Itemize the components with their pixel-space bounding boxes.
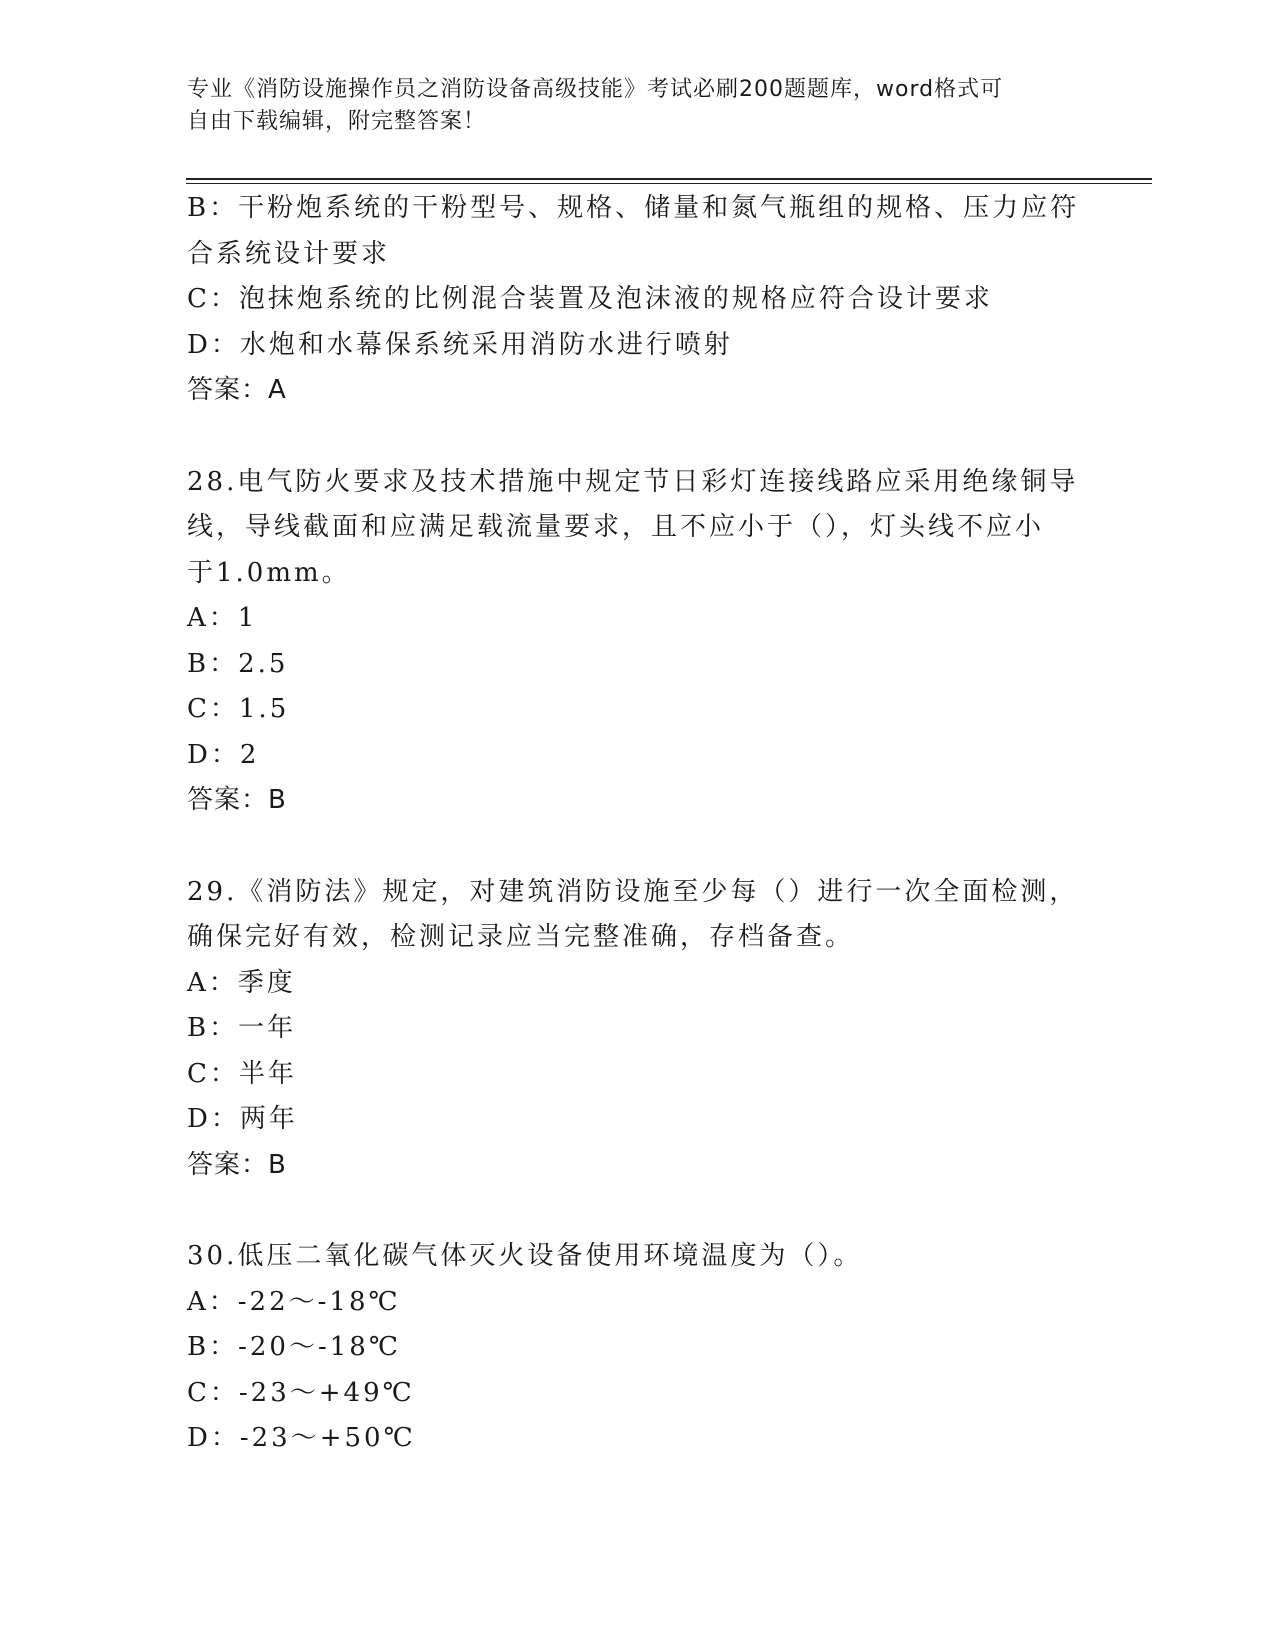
option-d: D：-23～+50℃ (187, 1423, 416, 1453)
document-header (187, 74, 1067, 138)
answer: 答案：B (187, 785, 287, 815)
spacer (187, 1188, 1087, 1234)
option-a: A：1 (187, 603, 258, 633)
question-stem-line: 29.《消防法》规定，对建筑消防设施至少每（）进行一次全面检测， (187, 876, 1079, 907)
option-d: D：两年 (187, 1104, 298, 1134)
option-a: A：季度 (187, 967, 296, 998)
header-line-2: 自由下载编辑，附完整答案！ (187, 109, 487, 134)
header-divider-thin (186, 183, 1152, 184)
option-c: C：1.5 (187, 694, 290, 724)
answer: 答案：B (187, 1149, 287, 1180)
spacer (187, 414, 1087, 460)
option-d: D：2 (187, 739, 260, 770)
header-divider-thick (186, 178, 1152, 180)
question-28 (187, 460, 1087, 824)
question-stem-line: 线，导线截面和应满足载流量要求，且不应小于（），灯头线不应小 (187, 512, 1045, 542)
option-b-line-1: B：干粉炮系统的干粉型号、规格、储量和氮气瓶组的规格、压力应符 (187, 193, 1080, 223)
question-27-fragment (187, 186, 1087, 414)
option-c: C：半年 (187, 1058, 297, 1089)
option-b: B：-20～-18℃ (187, 1332, 401, 1362)
option-d: D：水炮和水幕保系统采用消防水进行喷射 (187, 329, 733, 360)
header-line-1: 专业《消防设施操作员之消防设备高级技能》考试必刷200题题库，word格式可 (187, 77, 1004, 102)
question-stem-line: 确保完好有效，检测记录应当完整准确，存档备查。 (187, 922, 855, 952)
answer: 答案：A (187, 375, 287, 405)
question-29 (187, 870, 1087, 1189)
option-b-line-2: 合系统设计要求 (187, 238, 391, 269)
option-b: B：一年 (187, 1013, 297, 1043)
question-stem-line: 于1.0mm。 (187, 557, 351, 588)
question-stem-line: 28.电气防火要求及技术措施中规定节日彩灯连接线路应采用绝缘铜导 (187, 466, 1079, 497)
option-c: C：-23～+49℃ (187, 1377, 415, 1408)
question-stem-line: 30.低压二氧化碳气体灭火设备使用环境温度为（）。 (187, 1241, 863, 1271)
option-b: B：2.5 (187, 648, 289, 679)
question-30 (187, 1234, 1087, 1462)
question-content (187, 186, 1087, 1462)
option-c: C：泡抹炮系统的比例混合装置及泡沫液的规格应符合设计要求 (187, 284, 993, 314)
spacer (187, 824, 1087, 870)
option-a: A：-22～-18℃ (187, 1286, 401, 1317)
